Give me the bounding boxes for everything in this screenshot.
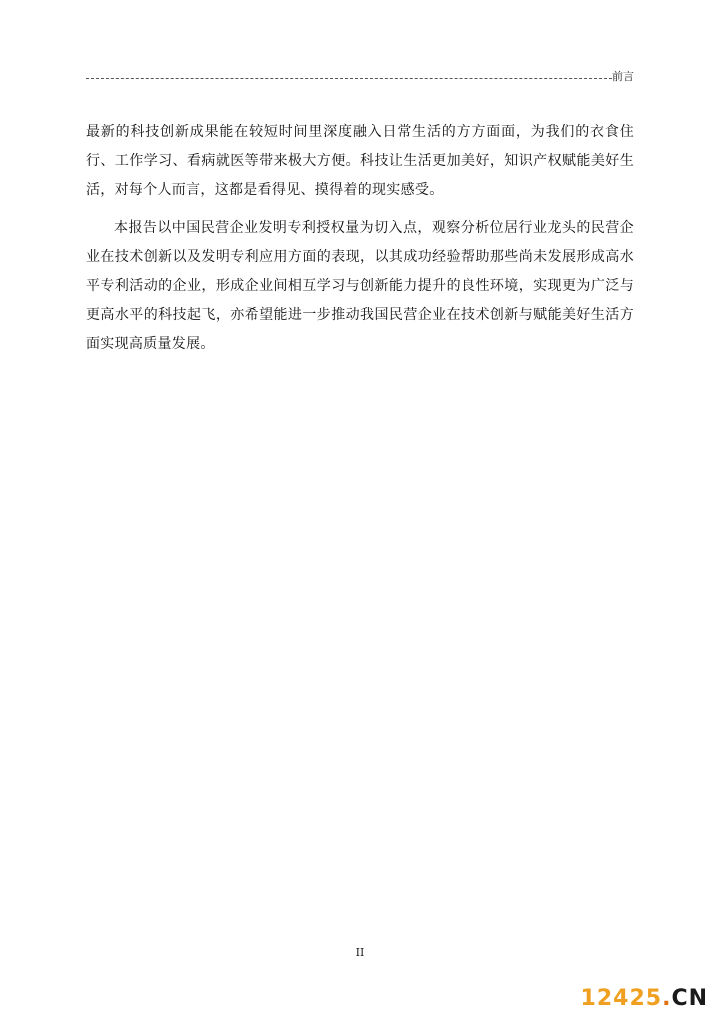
site-watermark-logo — [581, 986, 708, 1011]
paragraph-continued: 最新的科技创新成果能在较短时间里深度融入日常生活的方方面面，为我们的衣食住行、工作学习、看病就医等带来极大方便。科技让生活更加美好，知识产权赋能美好生活，对每个人而言，这都是看得见、摸得着的现实感受。 — [86, 124, 634, 198]
header-section-title: 前言 — [612, 70, 634, 83]
document-body — [86, 118, 634, 368]
watermark-dot: . — [662, 986, 672, 1011]
paragraph-report-intro: 本报告以中国民营企业发明专利授权量为切入点，观察分析位居行业龙头的民营企业在技术创新以及发明专利应用方面的表现，以其成功经验帮助那些尚未发展形成高水平专利活动的企业，形成企业间相互学习与创新能力提升的良性环境，实现更为广泛与更高水平的科技起飞，亦希望能进一步推动我国民营企业在技术创新与赋能美好生活方面实现高质量发展。 — [86, 220, 634, 352]
header-dashed-rule — [86, 78, 612, 79]
watermark-number: 12425 — [580, 986, 663, 1011]
watermark-tld: CN — [671, 986, 708, 1011]
page-header — [86, 66, 634, 84]
page-number: II — [355, 946, 365, 959]
